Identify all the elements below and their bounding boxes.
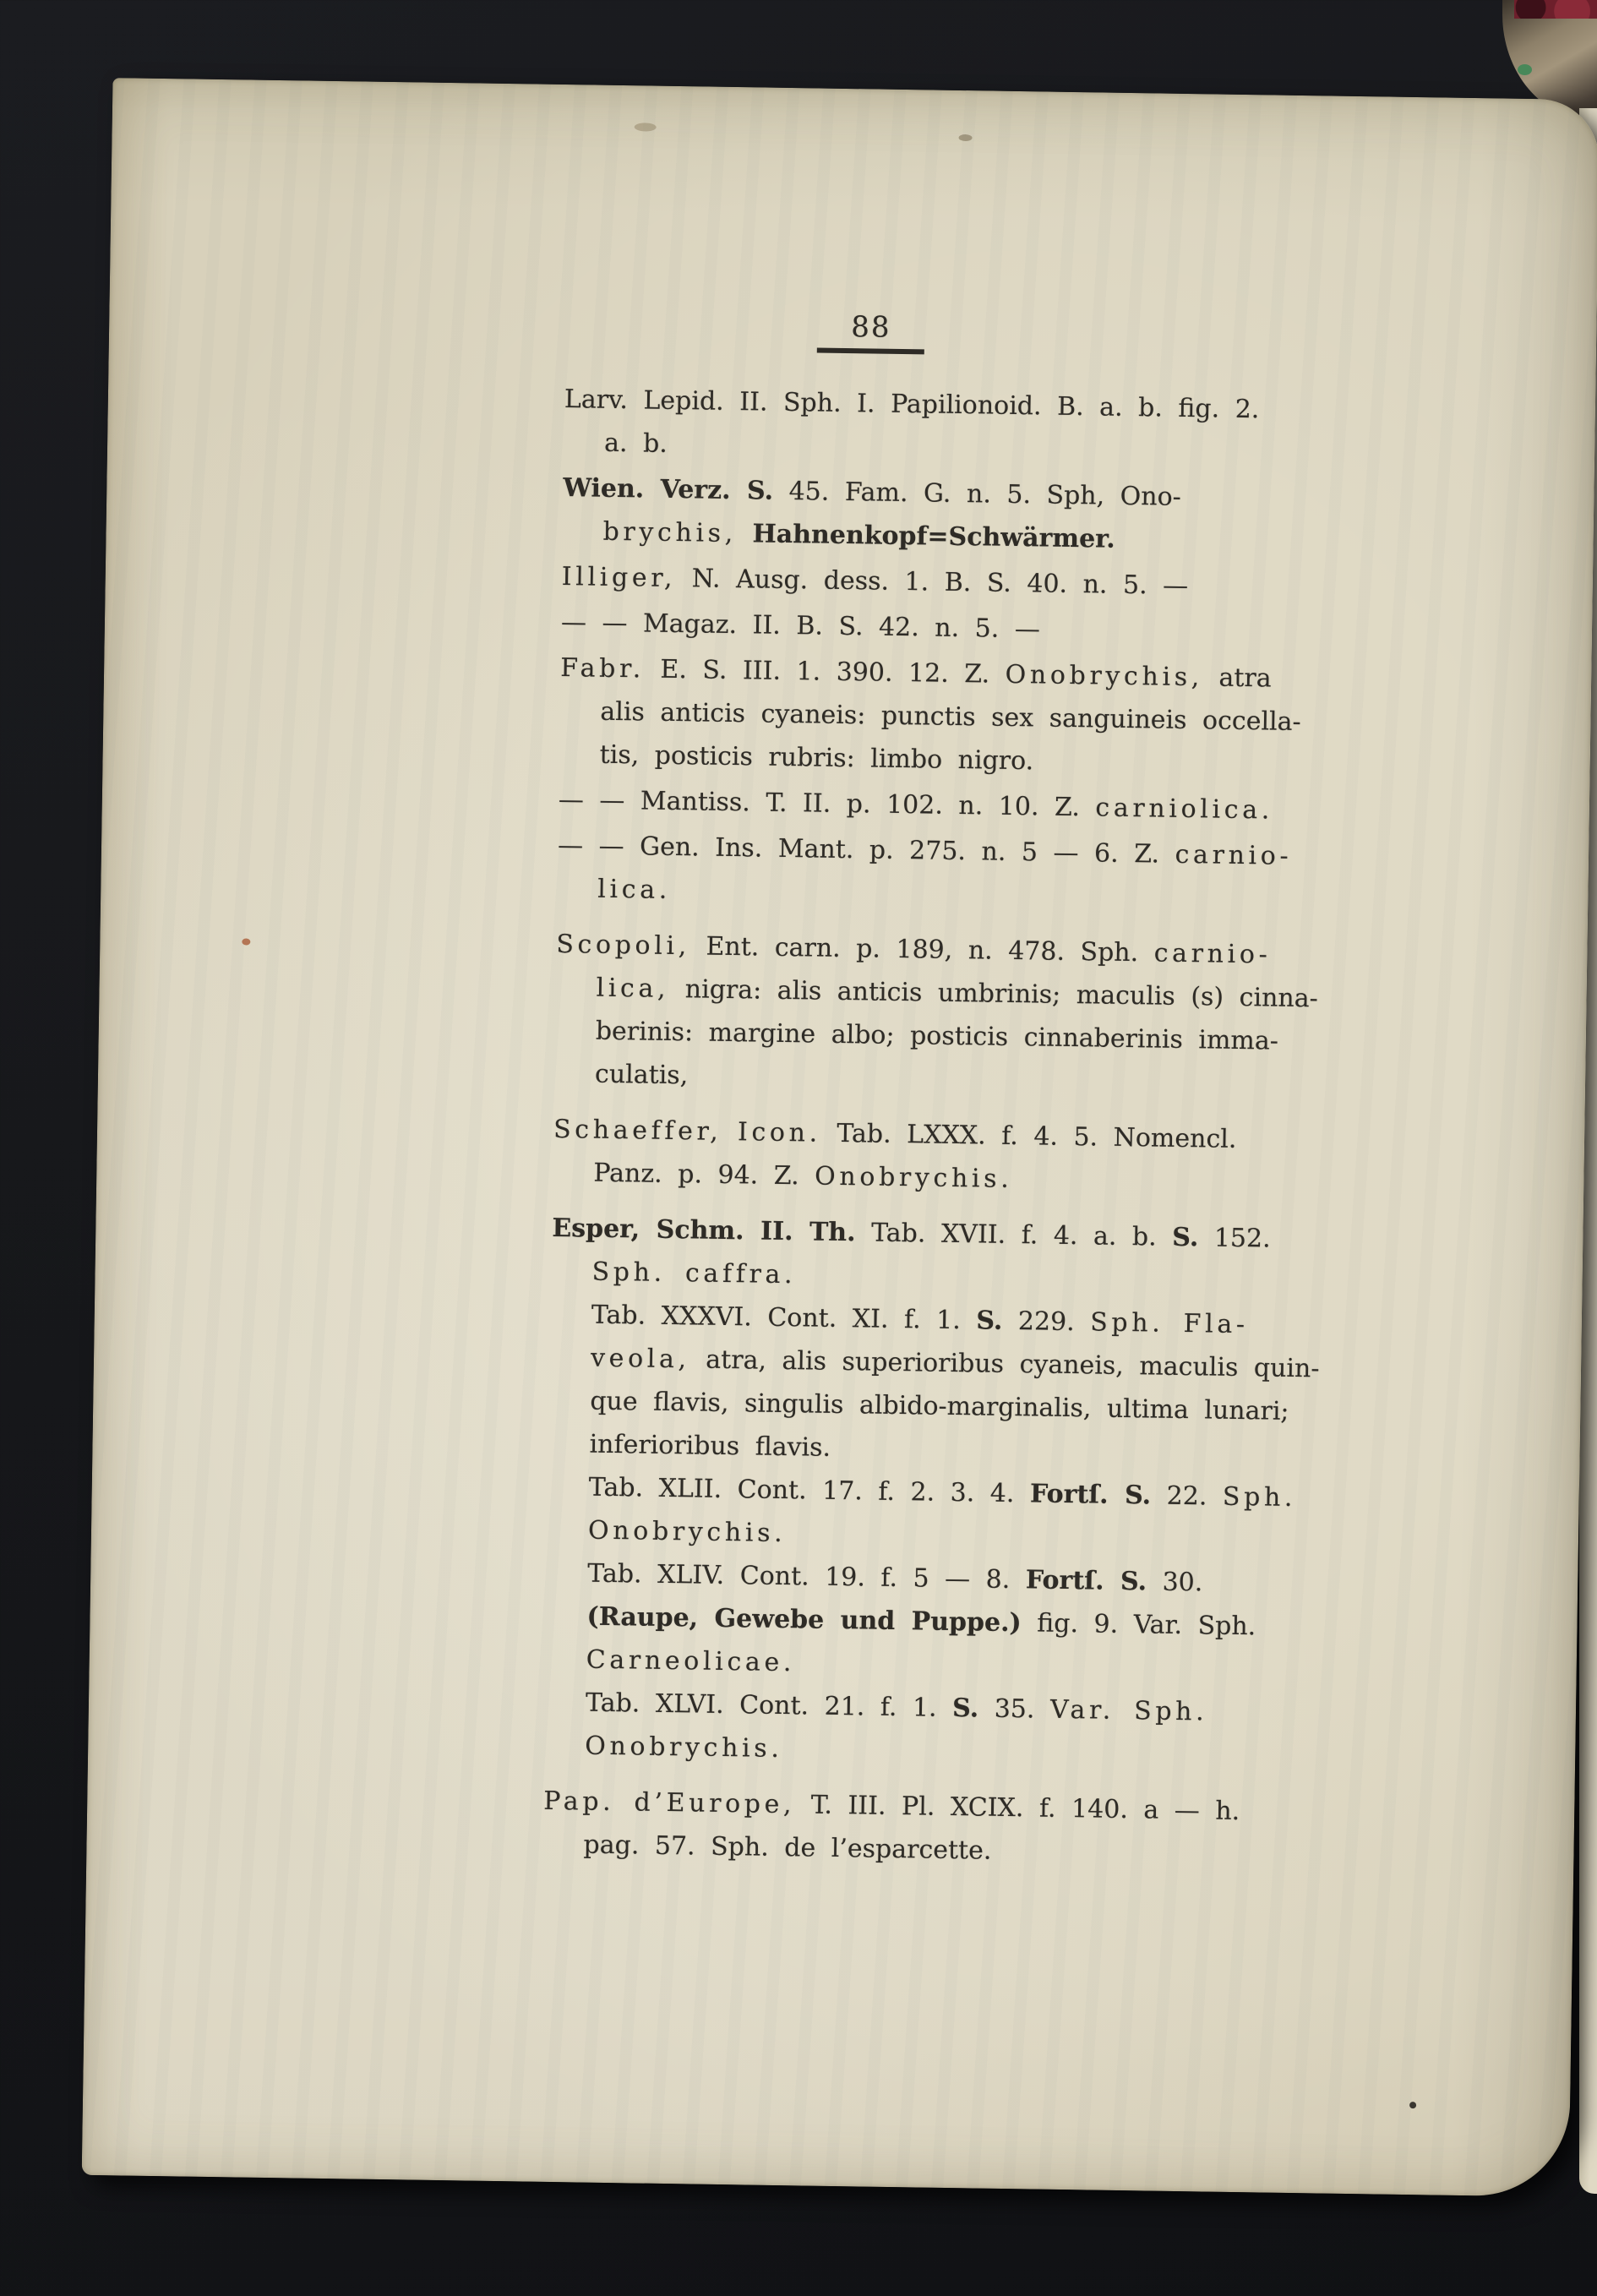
text-segment: 45. [788,477,830,507]
text-segment: E. S. III. 1. 390. 12. Z. [660,654,990,690]
text-segment: Sph. [1222,1481,1297,1513]
text-segment: Esper, Schm. II. Th. [552,1213,856,1248]
text-segment: carniolica. [1095,793,1274,826]
text-segment: Onobrychis. [814,1161,1013,1195]
text-segment: — — Gen. Ins. Mant. p. 275. n. 5 — 6. Z. [557,830,1160,870]
text-segment: lica, [596,973,670,1004]
stain [959,134,973,141]
text-segment: S. [976,1306,1003,1336]
text-segment: Fam. G. n. 5. Sph, Ono- [844,477,1182,512]
text-segment: Larv. Lepid. II. Sph. I. Papilionoid. B. a. b. fig. 2. [564,384,1260,425]
text-segment: — — Magaz. II. B. S. 42. n. 5. — [560,608,1041,645]
text-segment: carnio- [1153,938,1272,970]
text-segment: Fortſ. S. [1025,1565,1147,1597]
book-page [82,78,1597,2197]
text-segment: lica. [597,874,672,905]
text-segment: alis anticis cyaneis: punctis sex sanguineis occella- [600,696,1301,738]
text-segment: a. b. [603,428,668,459]
text-segment: berinis: margine albo; posticis cinnaberinis imma- [595,1016,1279,1056]
stain [242,938,250,945]
text-segment: 22. [1166,1481,1207,1512]
text-segment: Tab. XLIV. Cont. 19. f. 5 — 8. [587,1558,1011,1595]
bibliography-entry [553,1108,1390,1207]
bibliography-entry [554,923,1393,1108]
text-segment: 30. [1162,1567,1203,1598]
text-segment: Scopoli, [556,929,691,962]
bibliography-entry [542,1780,1380,1879]
text-segment: Var. Sph. [1049,1694,1208,1727]
text-segment: Tab. LXXX. f. 4. 5. Nomencl. [837,1118,1237,1154]
text-segment: Fortſ. S. [1029,1479,1152,1511]
text-segment: Sph. Fla- [1089,1307,1249,1340]
green-fleck [1518,64,1532,75]
marbled-edge [1514,0,1597,19]
text-segment: Carneolicae. [586,1644,796,1678]
text-segment: Onobrychis. [585,1731,783,1764]
bibliography-entry [544,1207,1389,1780]
text-segment: pag. 57. Sph. de l’esparcette. [583,1830,992,1866]
text-segment: Illiger, [561,562,677,594]
text-segment: brychis, [602,516,738,549]
stain [1409,2102,1416,2108]
text-segment: carnio- [1175,839,1293,871]
bibliography-entry [562,466,1399,565]
text-segment: Fabr. [559,653,646,684]
text-segment: Tab. XXXVI. Cont. XI. f. 1. [591,1300,962,1336]
page-number: 88 [817,309,925,354]
entries [542,378,1401,1878]
text-segment: Tab. XLII. Cont. 17. f. 2. 3. 4. [588,1472,1015,1509]
text-segment: culatis, [594,1059,689,1091]
text-segment: Onobrychis. [587,1515,787,1549]
text-segment: veola, [590,1343,691,1375]
text-segment: atra, alis superioribus cyaneis, maculis quin- [706,1344,1320,1384]
text-segment: T. III. Pl. XCIX. f. 140. a — h. [810,1790,1240,1827]
page-header [817,306,1403,361]
bibliography-entry [557,824,1394,923]
text-segment: tis, posticis rubris: limbo nigro. [599,739,1034,777]
text-segment: Tab. XLVI. Cont. 21. f. 1. [585,1688,937,1723]
text-segment: N. Ausg. dess. 1. B. S. 40. n. 5. — [691,564,1189,602]
text-segment: atra [1218,663,1272,694]
text-segment: nigra: alis anticis umbrinis; maculis (s) cinna- [684,974,1319,1014]
text-segment: Pap. d’Europe, [543,1786,796,1820]
text-segment: inferioribus flavis. [589,1429,831,1463]
text-segment: Schaeffer, [553,1114,722,1147]
text-segment: Panz. p. 94. Z. [593,1158,799,1192]
text-segment: 152. [1213,1223,1271,1254]
text-segment: Tab. XVII. f. 4. a. b. [870,1218,1157,1252]
bibliography-entry [564,378,1401,477]
text-segment: S. [951,1693,979,1724]
text-segment: Icon. [737,1117,822,1148]
text-segment: 35. [994,1693,1035,1725]
stain [635,123,657,131]
text-segment: S. [1171,1222,1199,1253]
bibliography-entry [559,646,1397,788]
text-segment: Ent. carn. p. 189, n. 478. Sph. [706,931,1139,968]
text-segment: Onobrychis, [1005,659,1204,693]
text-segment: 229. [1017,1306,1075,1338]
text-segment: Wien. Verz. S. [563,473,774,506]
page-content [542,303,1402,1878]
text-segment: (Raupe, Gewebe und Puppe.) [586,1601,1022,1639]
text-segment: Sph. caffra. [591,1257,797,1290]
text-segment: Hahnenkopf=Schwärmer. [752,519,1115,554]
text-segment: — — Mantiss. T. II. p. 102. n. 10. Z. [558,785,1081,823]
text-segment: fig. 9. Var. Sph. [1037,1608,1256,1642]
text-segment: que flavis, singulis albido-marginalis, ultima lunari; [590,1386,1289,1426]
